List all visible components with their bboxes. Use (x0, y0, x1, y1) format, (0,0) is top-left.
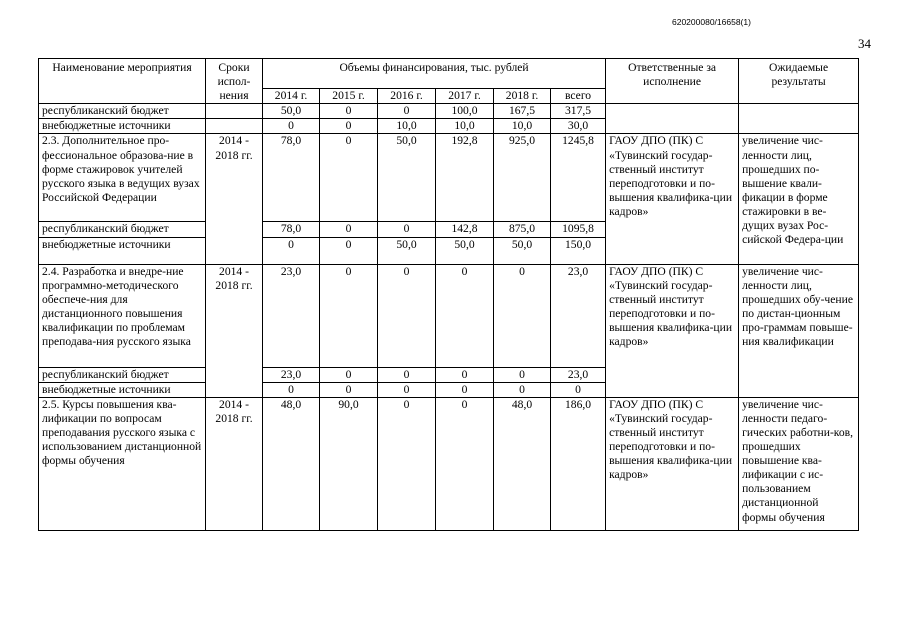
header-year: 2018 г. (494, 89, 551, 104)
cell-value: 317,5 (551, 104, 606, 119)
measure-term: 2014 - 2018 гг. (206, 264, 263, 397)
cell-value: 0 (320, 237, 378, 264)
cell-value: 0 (320, 367, 378, 382)
cell-value: 50,0 (263, 104, 320, 119)
expected-cell: увеличение чис-ленности педаго-гических работни-ков, прошедших повышение ква-лификации с ис-пользованием дистанционной формы обучения (739, 397, 859, 530)
cell-value: 0 (494, 382, 551, 397)
cell-value: 0 (263, 382, 320, 397)
header-total: всего (551, 89, 606, 104)
page-number: 34 (858, 36, 871, 51)
cell-value: 0 (263, 119, 320, 134)
table-row (39, 134, 859, 222)
responsible-cell: ГАОУ ДПО (ПК) С «Тувинский государ-ственный институт переподготовки и по-вышения квалифика-ции кадров» (606, 264, 739, 397)
expected-cell: увеличение чис-ленности лиц, прошедших по-вышение квали-фикации в форме стажировки в ве-дущих вузах Рос-сийской Федера-ции (739, 134, 859, 264)
cell-value: 50,0 (494, 237, 551, 264)
expected-cell (739, 104, 859, 134)
cell-value: 0 (378, 222, 436, 237)
header-funding: Объемы финансирования, тыс. рублей (263, 59, 606, 89)
header-expected: Ожидаемые результаты (739, 59, 859, 104)
row-name: внебюджетные источники (39, 237, 206, 264)
responsible-cell (606, 104, 739, 134)
cell-value: 30,0 (551, 119, 606, 134)
document-id: 620200080/16658(1) (672, 17, 751, 27)
cell-value: 78,0 (263, 134, 320, 222)
header-year: 2015 г. (320, 89, 378, 104)
measure-name: 2.5. Курсы повышения ква-лификации по вопросам преподавания русского языка с использованием дистанционной формы обучения (39, 397, 206, 530)
cell-value: 0 (320, 104, 378, 119)
cell-value: 23,0 (551, 264, 606, 367)
table-row (39, 397, 859, 530)
cell-value: 78,0 (263, 222, 320, 237)
cell-value: 0 (378, 264, 436, 367)
header-year: 2016 г. (378, 89, 436, 104)
cell-value: 90,0 (320, 397, 378, 530)
header-year: 2014 г. (263, 89, 320, 104)
header-year: 2017 г. (436, 89, 494, 104)
cell-value: 192,8 (436, 134, 494, 222)
cell-value: 0 (494, 367, 551, 382)
cell-value: 1095,8 (551, 222, 606, 237)
cell-value: 142,8 (436, 222, 494, 237)
cell-value: 0 (320, 119, 378, 134)
cell-value: 150,0 (551, 237, 606, 264)
row-name: республиканский бюджет (39, 104, 206, 119)
cell-value: 186,0 (551, 397, 606, 530)
cell-value: 0 (320, 264, 378, 367)
cell-value: 0 (320, 134, 378, 222)
measure-name: 2.4. Разработка и внедре-ние программно-методического обеспече-ния для дистанционного повышения квалификации по проблемам преподава-ния русского языка (39, 264, 206, 367)
measure-name: 2.3. Дополнительное про-фессиональное образова-ние в форме стажировок учителей русского языка в ведущих вузах Российской Федерации (39, 134, 206, 222)
table-row (39, 104, 859, 119)
cell-value: 0 (436, 264, 494, 367)
cell-value: 0 (378, 382, 436, 397)
cell-value: 0 (320, 222, 378, 237)
cell-value: 0 (378, 104, 436, 119)
expected-cell: увеличение чис-ленности лиц, прошедших обу-чение по дистан-ционным про-граммам повыше-ния квалификации (739, 264, 859, 397)
row-name: внебюджетные источники (39, 119, 206, 134)
cell-value: 10,0 (436, 119, 494, 134)
cell-value: 0 (551, 382, 606, 397)
funding-table (38, 58, 859, 531)
table-row (39, 264, 859, 367)
cell-value: 0 (378, 397, 436, 530)
cell-value: 48,0 (263, 397, 320, 530)
cell-value: 875,0 (494, 222, 551, 237)
cell-value: 10,0 (494, 119, 551, 134)
cell-value: 0 (494, 264, 551, 367)
cell-value: 0 (320, 382, 378, 397)
cell-value: 167,5 (494, 104, 551, 119)
cell-value: 0 (436, 397, 494, 530)
cell-value: 925,0 (494, 134, 551, 222)
header-responsible: Ответственные за исполнение (606, 59, 739, 104)
cell-value: 10,0 (378, 119, 436, 134)
measure-term: 2014 - 2018 гг. (206, 134, 263, 264)
row-name: республиканский бюджет (39, 222, 206, 237)
cell-value: 1245,8 (551, 134, 606, 222)
cell-value: 23,0 (263, 264, 320, 367)
row-term (206, 119, 263, 134)
row-name: республиканский бюджет (39, 367, 206, 382)
header-name: Наименование мероприятия (39, 59, 206, 104)
cell-value: 0 (436, 367, 494, 382)
cell-value: 50,0 (378, 134, 436, 222)
cell-value: 50,0 (378, 237, 436, 264)
responsible-cell: ГАОУ ДПО (ПК) С «Тувинский государ-ственный институт переподготовки и по-вышения квалифика-ции кадров» (606, 134, 739, 264)
cell-value: 48,0 (494, 397, 551, 530)
cell-value: 0 (436, 382, 494, 397)
row-name: внебюджетные источники (39, 382, 206, 397)
cell-value: 0 (263, 237, 320, 264)
measure-term: 2014 - 2018 гг. (206, 397, 263, 530)
cell-value: 0 (378, 367, 436, 382)
header-terms: Сроки испол-нения (206, 59, 263, 104)
cell-value: 50,0 (436, 237, 494, 264)
cell-value: 100,0 (436, 104, 494, 119)
row-term (206, 104, 263, 119)
cell-value: 23,0 (551, 367, 606, 382)
cell-value: 23,0 (263, 367, 320, 382)
responsible-cell: ГАОУ ДПО (ПК) С «Тувинский государ-ственный институт переподготовки и по-вышения квалифика-ции кадров» (606, 397, 739, 530)
